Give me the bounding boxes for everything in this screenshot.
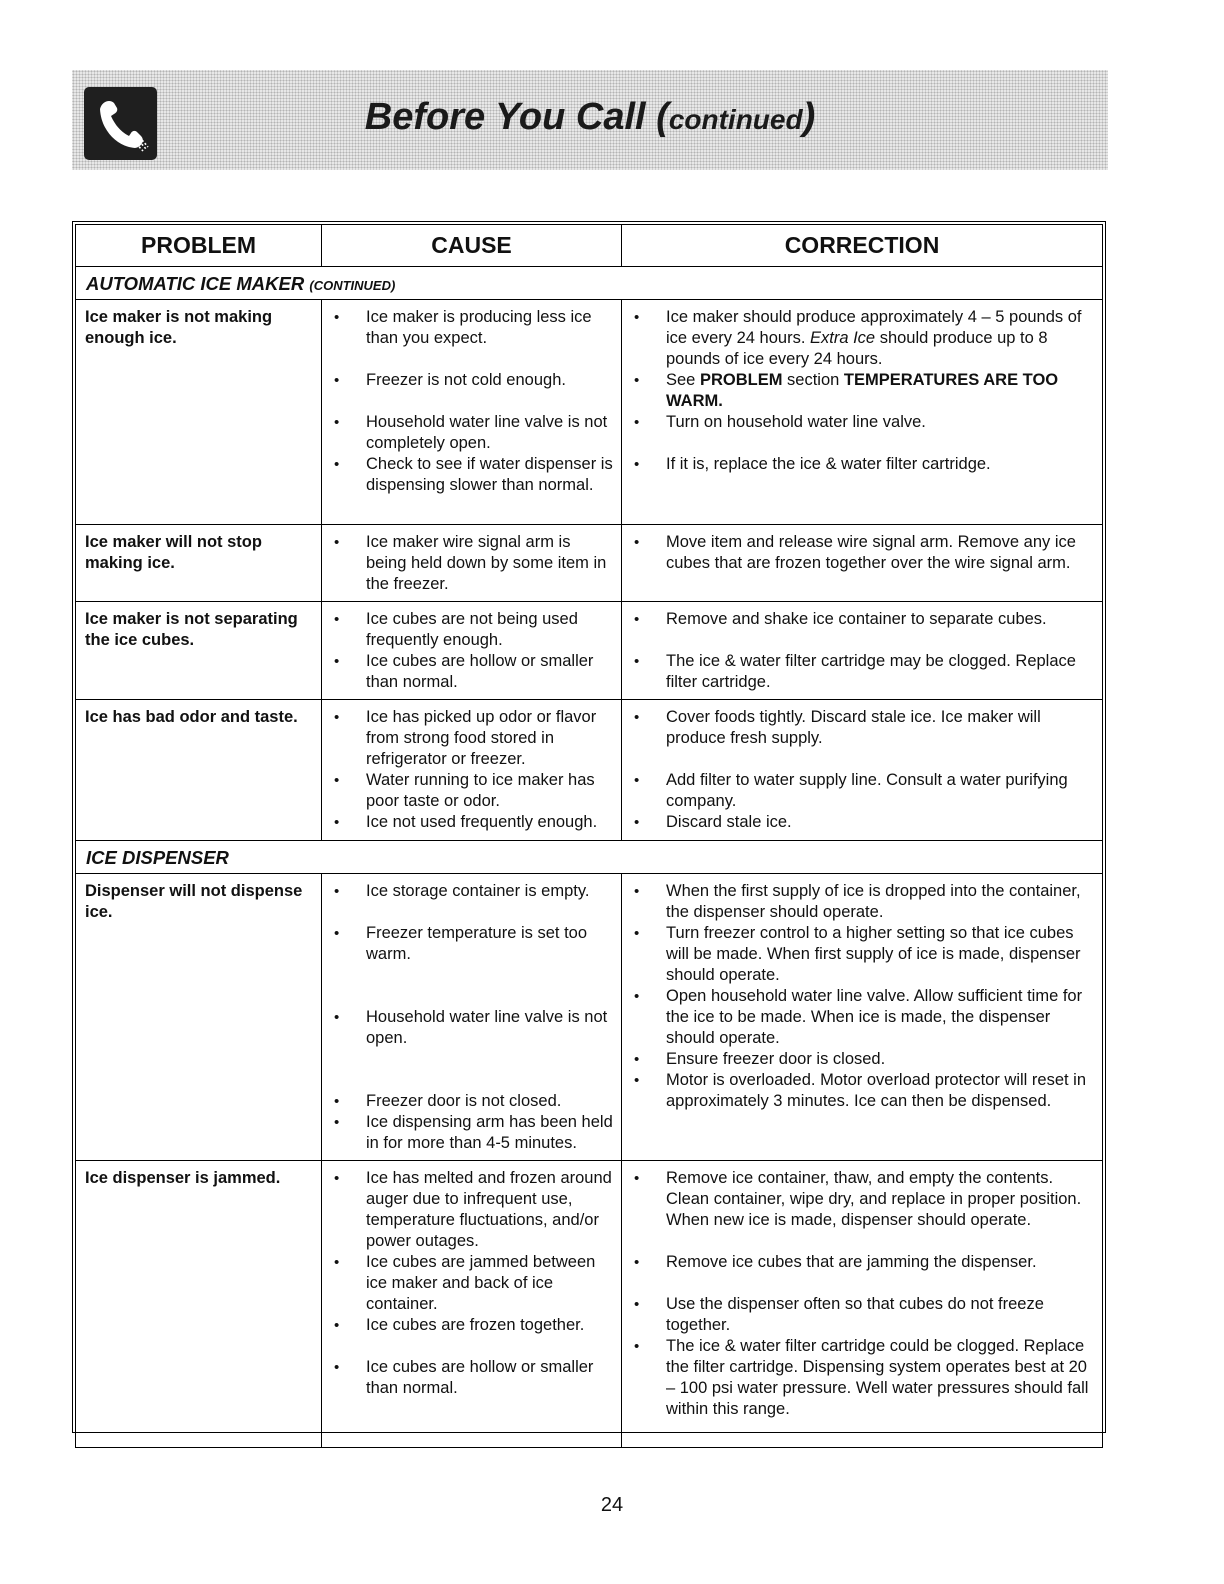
correction-cell	[622, 525, 1103, 602]
problem-cell: Ice maker is not making enough ice.	[76, 300, 322, 525]
correction-item: • When the first supply of ice is dropped into the container, the dispenser should operate.	[622, 881, 1096, 923]
section-title-automatic-ice-maker: AUTOMATIC ICE MAKER (CONTINUED)	[76, 267, 1103, 300]
correction-item: • Ensure freezer door is closed.	[622, 1049, 1096, 1070]
correction-item: • Turn on household water line valve.	[622, 412, 1096, 433]
cause-item: • Household water line valve is not completely open.	[322, 412, 615, 454]
correction-item: • Remove ice cubes that are jamming the dispenser.	[622, 1252, 1096, 1273]
correction-item: • Ice maker should produce approximately 4 – 5 pounds of ice every 24 hours. Extra Ice should produce up to 8 pounds of ice every 24 hours.	[622, 307, 1096, 370]
cause-item: • Water running to ice maker has poor taste or odor.	[322, 770, 615, 812]
table-row	[76, 602, 1103, 700]
correction-cell	[622, 300, 1103, 525]
page-number: 24	[600, 1494, 624, 1516]
cause-item: • Ice cubes are jammed between ice maker and back of ice container.	[322, 1252, 615, 1315]
cause-item: • Ice has melted and frozen around auger due to infrequent use, temperature fluctuations, and/or power outages.	[322, 1168, 615, 1252]
table-row	[76, 874, 1103, 1161]
correction-item: • Move item and release wire signal arm. Remove any ice cubes that are frozen together over the wire signal arm.	[622, 532, 1096, 574]
section-row	[76, 267, 1103, 300]
cause-cell	[322, 300, 622, 525]
cause-item: • Ice storage container is empty.	[322, 881, 615, 902]
cause-cell	[322, 602, 622, 700]
section-title-ice-dispenser: ICE DISPENSER	[76, 841, 1103, 874]
correction-item: • Cover foods tightly. Discard stale ice. Ice maker will produce fresh supply.	[622, 707, 1096, 749]
correction-cell	[622, 1161, 1103, 1448]
correction-item: • If it is, replace the ice & water filter cartridge.	[622, 454, 1096, 475]
cause-item: • Ice cubes are hollow or smaller than normal.	[322, 651, 615, 693]
cause-cell	[322, 874, 622, 1161]
cause-item: • Household water line valve is not open.	[322, 1007, 615, 1049]
section-row	[76, 841, 1103, 874]
correction-item: • The ice & water filter cartridge may be clogged. Replace filter cartridge.	[622, 651, 1096, 693]
table-row	[76, 700, 1103, 841]
cause-item: • Ice dispensing arm has been held in for more than 4-5 minutes.	[322, 1112, 615, 1154]
cause-item: • Ice maker is producing less ice than you expect.	[322, 307, 615, 349]
table-row	[76, 525, 1103, 602]
cause-item: • Ice cubes are hollow or smaller than normal.	[322, 1357, 615, 1399]
column-header-problem: PROBLEM	[76, 225, 322, 267]
problem-cell: Ice has bad odor and taste.	[76, 700, 322, 841]
cause-item: • Ice maker wire signal arm is being held down by some item in the freezer.	[322, 532, 615, 595]
correction-cell	[622, 700, 1103, 841]
cause-item: • Ice cubes are not being used frequently enough.	[322, 609, 615, 651]
cause-item: • Ice not used frequently enough.	[322, 812, 615, 833]
troubleshooting-table	[72, 221, 1106, 1433]
table-row	[76, 1161, 1103, 1448]
cause-item: • Ice has picked up odor or flavor from strong food stored in refrigerator or freezer.	[322, 707, 615, 770]
correction-item: • Motor is overloaded. Motor overload protector will reset in approximately 3 minutes. Ice can then be dispensed.	[622, 1070, 1096, 1112]
problem-cell: Ice maker is not separating the ice cubes.	[76, 602, 322, 700]
cause-cell	[322, 700, 622, 841]
cause-cell	[322, 525, 622, 602]
correction-item: • Discard stale ice.	[622, 812, 1096, 833]
cause-item: • Ice cubes are frozen together.	[322, 1315, 615, 1336]
problem-cell: Ice dispenser is jammed.	[76, 1161, 322, 1448]
correction-item: • Open household water line valve. Allow sufficient time for the ice to be made. When ice is made, the dispenser should operate.	[622, 986, 1096, 1049]
correction-item: • The ice & water filter cartridge could be clogged. Replace the filter cartridge. Dispensing system operates best at 20 – 100 psi water pressure. Well water pressures should fall within this range.	[622, 1336, 1096, 1420]
correction-item: • Turn freezer control to a higher setting so that ice cubes will be made. When first supply of ice is made, dispenser should operate.	[622, 923, 1096, 986]
correction-item: • Remove ice container, thaw, and empty the contents. Clean container, wipe dry, and replace in proper position. When new ice is made, dispenser should operate.	[622, 1168, 1096, 1231]
cause-cell	[322, 1161, 622, 1448]
cause-item: • Freezer is not cold enough.	[322, 370, 615, 391]
correction-item: • Add filter to water supply line. Consult a water purifying company.	[622, 770, 1096, 812]
correction-item: • Use the dispenser often so that cubes do not freeze together.	[622, 1294, 1096, 1336]
problem-cell: Dispenser will not dispense ice.	[76, 874, 322, 1161]
correction-item: • Remove and shake ice container to separate cubes.	[622, 609, 1096, 630]
table-row	[76, 300, 1103, 525]
cause-item: • Freezer door is not closed.	[322, 1091, 615, 1112]
cause-item: • Freezer temperature is set too warm.	[322, 923, 615, 965]
column-header-correction: CORRECTION	[622, 225, 1103, 267]
correction-item: • See PROBLEM section TEMPERATURES ARE TOO WARM.	[622, 370, 1096, 412]
page-title: Before You Call (continued)	[364, 96, 816, 138]
table-header-row	[76, 225, 1103, 267]
cause-item: • Check to see if water dispenser is dispensing slower than normal.	[322, 454, 615, 496]
problem-cell: Ice maker will not stop making ice.	[76, 525, 322, 602]
correction-cell	[622, 874, 1103, 1161]
column-header-cause: CAUSE	[322, 225, 622, 267]
header-banner	[72, 70, 1108, 170]
correction-cell	[622, 602, 1103, 700]
